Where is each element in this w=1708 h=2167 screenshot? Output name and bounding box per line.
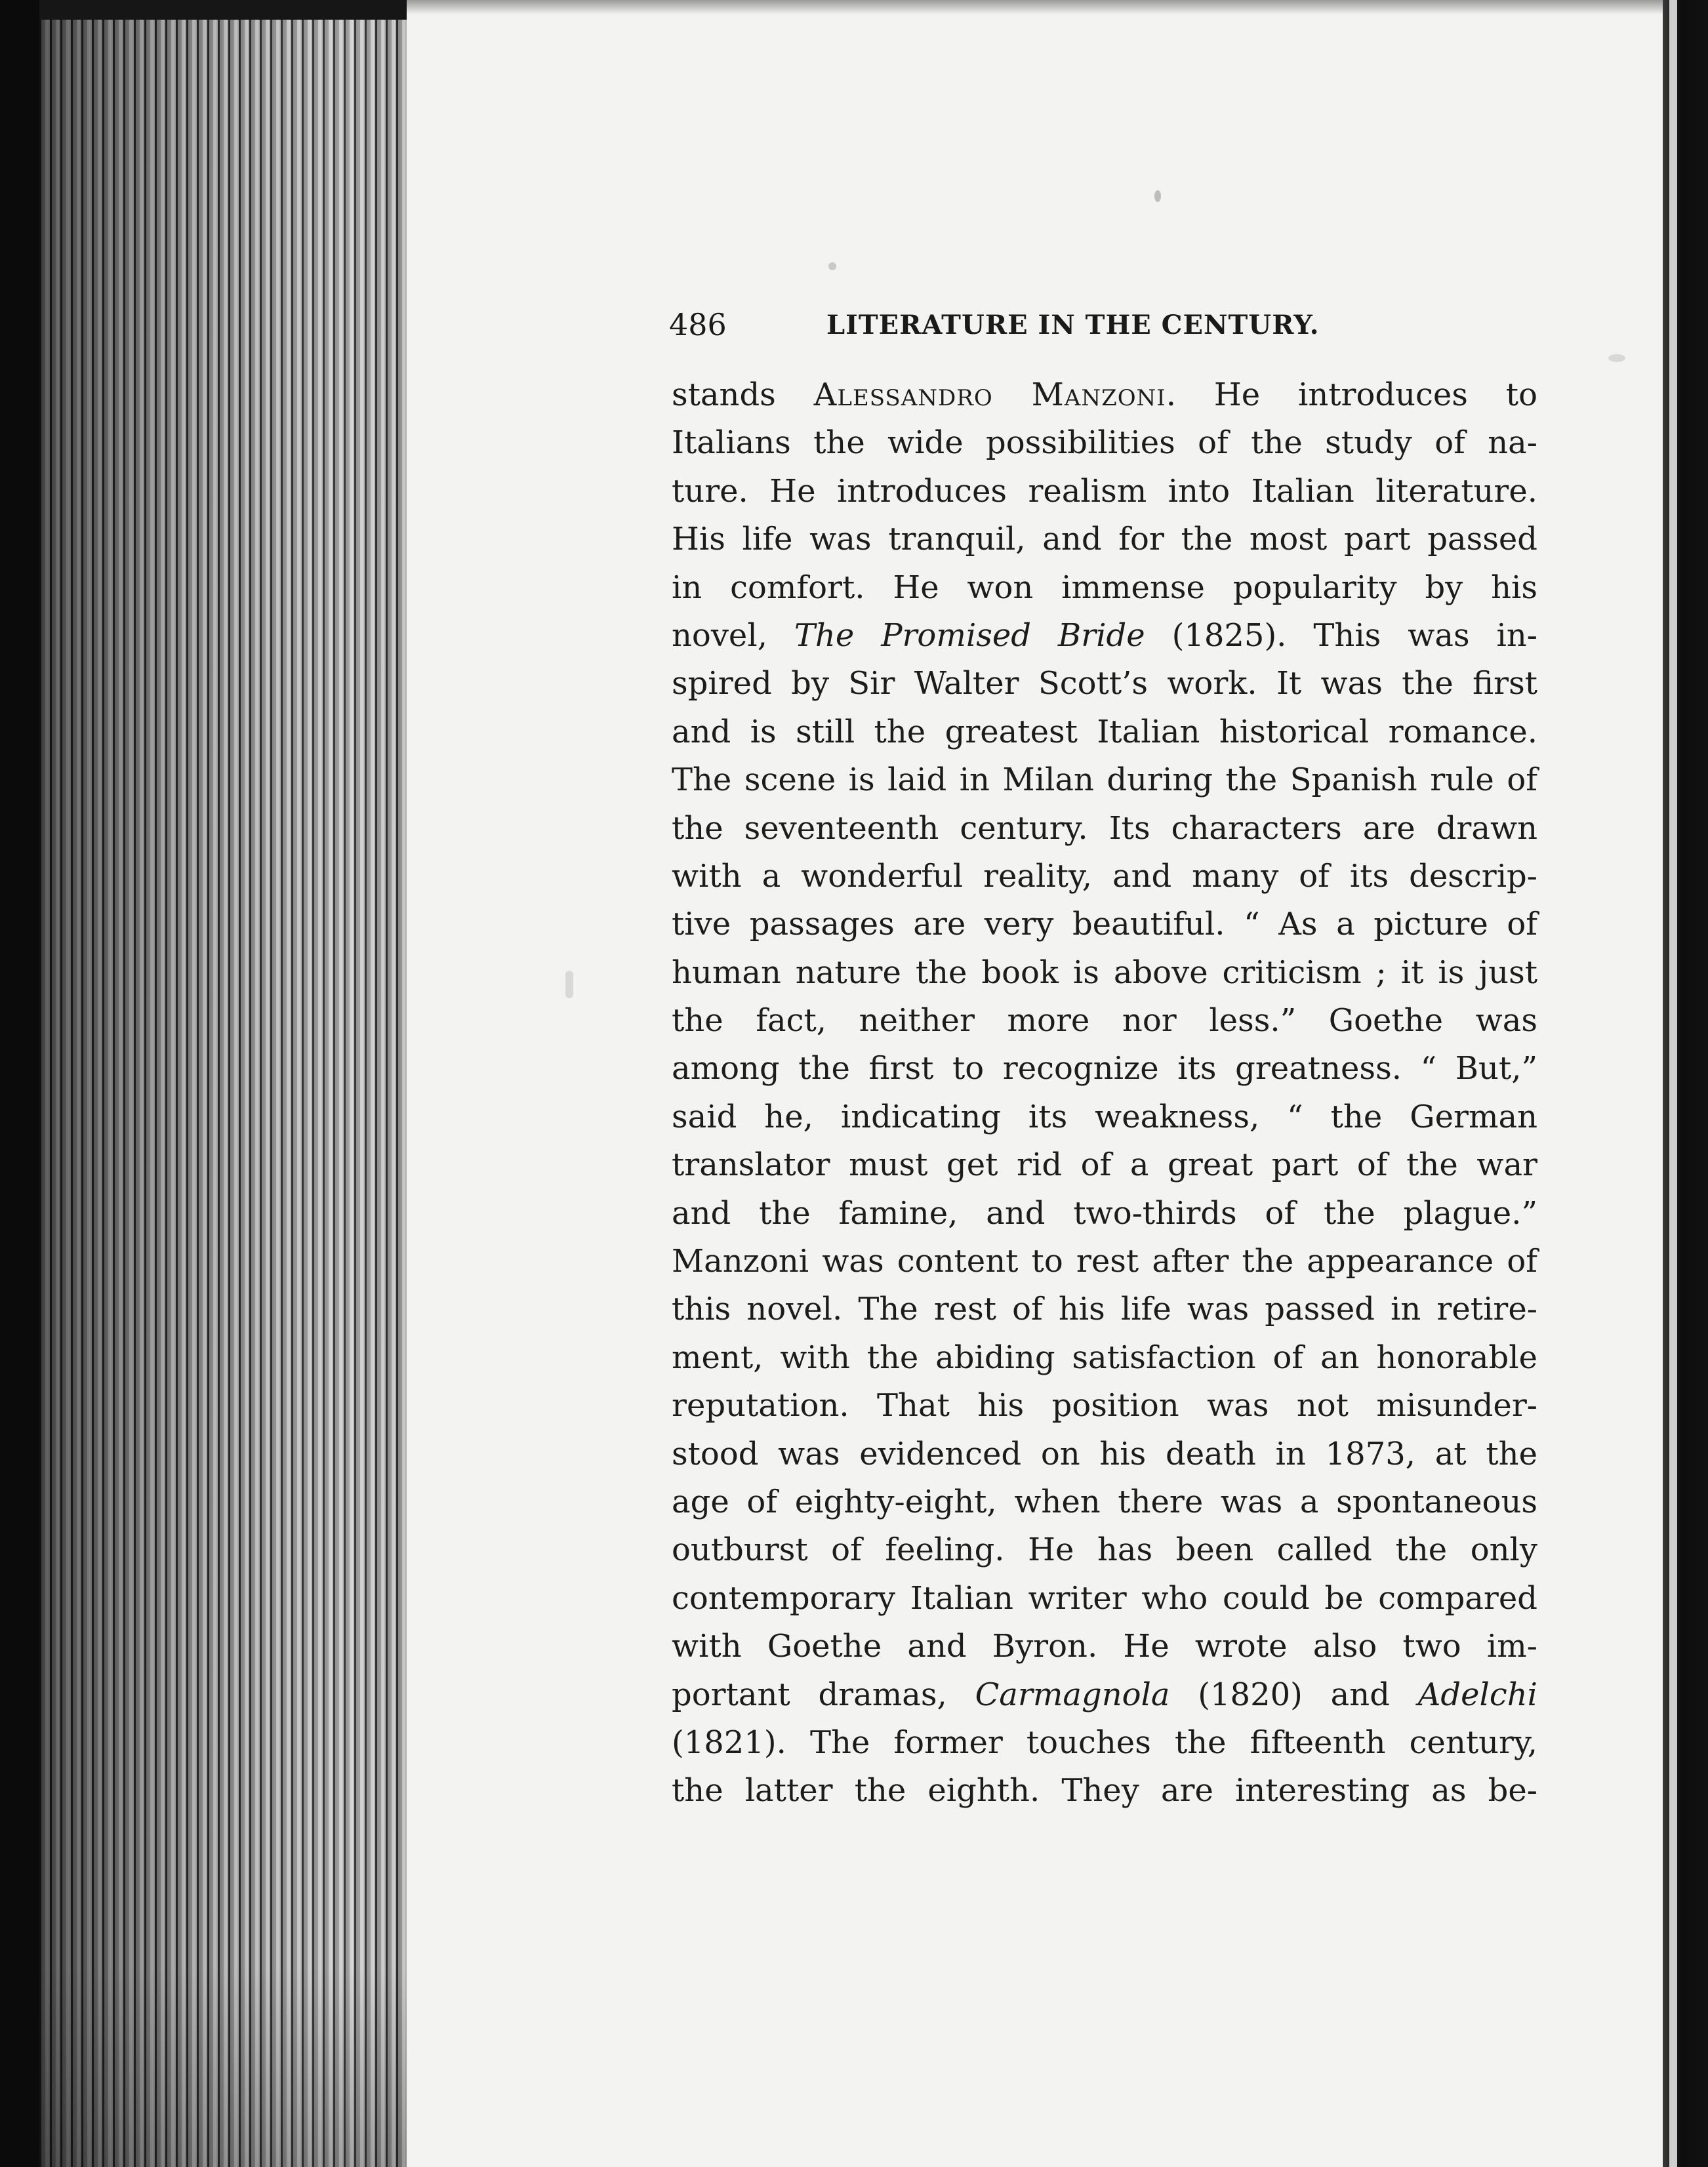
text-line: with Goethe and Byron. He wrote also two im- bbox=[672, 1628, 1537, 1665]
page-number: 486 bbox=[669, 307, 727, 342]
text-line: stood was evidenced on his death in 1873, at the bbox=[672, 1435, 1537, 1472]
text-line: among the first to recognize its greatness. “ But,” bbox=[672, 1050, 1537, 1087]
body-text bbox=[672, 371, 1537, 1815]
dust-speck bbox=[565, 971, 573, 998]
text-line: tive passages are very beautiful. “ As a picture of bbox=[672, 906, 1537, 943]
text-line: stands Alessandro Manzoni. He introduces to bbox=[672, 376, 1537, 413]
text-line: portant dramas, Carmagnola (1820) and Adelchi bbox=[672, 1676, 1538, 1713]
text-line: spired by Sir Walter Scott’s work. It was the first bbox=[672, 665, 1537, 702]
text-line: Italians the wide possibilities of the study of na- bbox=[672, 424, 1537, 462]
text-line: the latter the eighth. They are interesting as be- bbox=[672, 1772, 1537, 1810]
page-edge-shading bbox=[39, 0, 407, 2167]
text-line: the fact, neither more nor less.” Goethe was bbox=[672, 1002, 1537, 1040]
running-head bbox=[669, 307, 1391, 349]
text-line: Manzoni was content to rest after the appearance of bbox=[672, 1243, 1537, 1280]
text-line: and the famine, and two-thirds of the plague.” bbox=[672, 1194, 1537, 1232]
author-name: Alessandro Manzoni bbox=[813, 376, 1166, 413]
dust-speck bbox=[1608, 354, 1625, 362]
text-line: novel, The Promised Bride (1825). This was in- bbox=[672, 617, 1538, 654]
book-title: The Promised Bride bbox=[794, 617, 1145, 654]
scan-border-left bbox=[0, 0, 39, 2167]
text-line: this novel. The rest of his life was passed in retire- bbox=[672, 1291, 1537, 1328]
text-line: human nature the book is above criticism ; it is just bbox=[672, 954, 1537, 991]
page-edge-bottom bbox=[39, 1968, 407, 2167]
text-line: The scene is laid in Milan during the Spanish rule of bbox=[672, 761, 1537, 799]
text-line: reputation. That his position was not misunder- bbox=[672, 1387, 1537, 1425]
text-line: translator must get rid of a great part of the war bbox=[672, 1146, 1537, 1184]
text-line: said he, indicating its weakness, “ the German bbox=[672, 1098, 1537, 1135]
dust-speck bbox=[828, 262, 836, 270]
text-line: (1821). The former touches the fifteenth century, bbox=[672, 1724, 1537, 1761]
text-line: with a wonderful reality, and many of its descrip- bbox=[672, 857, 1537, 895]
running-head-title: LITERATURE IN THE CENTURY. bbox=[826, 310, 1320, 340]
page-edge-top bbox=[39, 0, 407, 20]
drama-title-adelchi: Adelchi bbox=[1417, 1676, 1538, 1713]
text-line: contemporary Italian writer who could be compared bbox=[672, 1579, 1537, 1617]
text-line: ment, with the abiding satisfaction of an honorable bbox=[672, 1339, 1537, 1376]
text-line: ture. He introduces realism into Italian literature. bbox=[672, 472, 1537, 510]
text-line: and is still the greatest Italian historical romance. bbox=[672, 713, 1537, 750]
page-top-shadow bbox=[407, 0, 1663, 14]
drama-title-carmagnola: Carmagnola bbox=[975, 1676, 1170, 1713]
text-line: His life was tranquil, and for the most part passed bbox=[672, 521, 1537, 558]
page-gutter-strip bbox=[1669, 0, 1677, 2167]
text-line: the seventeenth century. Its characters are drawn bbox=[672, 809, 1537, 847]
dust-speck bbox=[1154, 190, 1161, 202]
text-line: in comfort. He won immense popularity by his bbox=[672, 569, 1537, 606]
text-line: outburst of feeling. He has been called the only bbox=[672, 1531, 1537, 1569]
text-line: age of eighty-eight, when there was a spontaneous bbox=[672, 1483, 1537, 1520]
